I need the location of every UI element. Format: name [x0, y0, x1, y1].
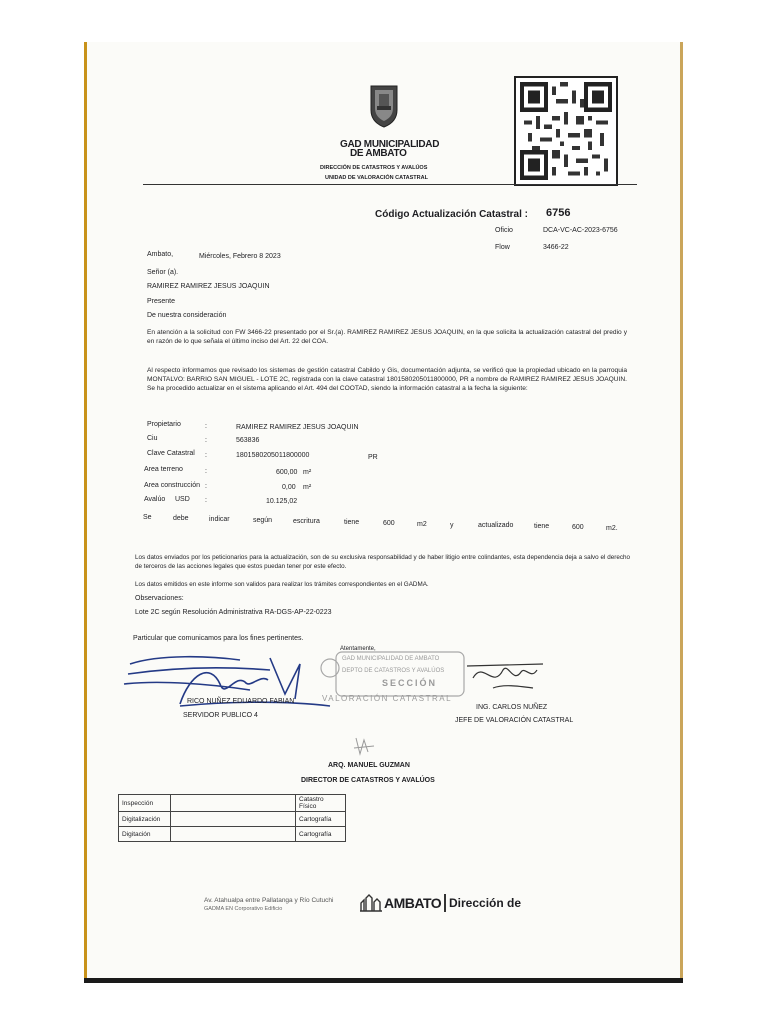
note-word: y [450, 522, 454, 529]
director-title: DIRECTOR DE CATASTROS Y AVALÚOS [301, 777, 435, 784]
recipient-name: RAMIREZ RAMIREZ JESUS JOAQUIN [147, 283, 270, 290]
paragraph-solicitud: En atención a la solicitud con FW 3466-22 presentado por el Sr.(a). RAMIREZ RAMIREZ JESUS JOAQUIN, en la que solicita la actualización catastral del predio y en razón de lo que señala el último inciso del Art. 22 del COA. [147, 329, 627, 345]
note-word: m2. [606, 525, 618, 532]
right-signature [463, 650, 548, 700]
disclaimer-responsibility: Los datos enviados por los peticionarios para la actualización, son de su exclusiva responsabilidad y de haber litigio entre colindantes, esta dependencia deja a salvo el derecho de terceros de las acciones legales que estos puedan tener por este efecto. [135, 554, 630, 570]
flow-value: 3466-22 [543, 244, 569, 251]
table-row [119, 827, 346, 842]
flow-label: Flow [495, 244, 510, 251]
terreno-value: 600,00 [276, 469, 298, 476]
director-initial-mark [350, 734, 380, 758]
note-word: 600 [572, 524, 584, 531]
stamp-left-cell: Inspección [119, 795, 171, 812]
page-edge-bottom [84, 978, 683, 983]
table-row [119, 812, 346, 827]
municipal-crest-logo [368, 84, 400, 128]
qr-code-pattern [520, 82, 612, 180]
terreno-label: Area terreno [144, 466, 183, 473]
footer-brand-divider [444, 894, 446, 912]
table-row [119, 795, 346, 812]
director-name: ARQ. MANUEL GUZMAN [328, 762, 410, 769]
department-line1: DIRECCIÓN DE CATASTROS Y AVALÚOS [320, 165, 428, 171]
footer-brand-name: AMBATO [384, 895, 442, 911]
construccion-label: Area construcción [144, 482, 201, 489]
atentamente: Atentamente, [340, 646, 376, 652]
note-word: indicar [209, 516, 230, 523]
note-word: Se [143, 514, 152, 521]
clave-label: Clave Catastral [147, 450, 195, 457]
stamp-left-cell: Digitalización [119, 812, 171, 827]
page-edge-left [84, 42, 87, 982]
note-word: actualizado [478, 522, 514, 529]
seal-line3: SECCIÓN [382, 678, 438, 688]
stamp-right-cell: Catastro Físico [296, 795, 346, 812]
observaciones-value: Lote 2C según Resolución Administrativa RA-DGS-AP-22-0223 [135, 609, 332, 616]
note-word: escritura [293, 518, 320, 525]
right-signer-name: ING. CARLOS NUÑEZ [476, 704, 548, 711]
propietario-value: RAMIREZ RAMIREZ JESUS JOAQUIN [236, 424, 359, 431]
construccion-value: 0,00 [282, 484, 296, 491]
footer-brand-sub: Dirección de [449, 896, 522, 910]
closing-line: Particular que comunicamos para los fines pertinentes. [133, 635, 304, 642]
qr-code [514, 76, 618, 186]
left-signer-title: SERVIDOR PUBLICO 4 [183, 712, 258, 719]
avaluo-label: Avalúo [144, 496, 166, 503]
note-word: tiene [344, 519, 360, 526]
stamp-right-cell: Cartografía [296, 827, 346, 842]
salutation-senor: Señor (a). [147, 269, 179, 276]
note-word: tiene [534, 523, 550, 530]
org-name-line2: DE AMBATO [350, 148, 407, 159]
construccion-unit: m² [303, 484, 312, 491]
date-value: Miércoles, Febrero 8 2023 [199, 253, 281, 260]
colon: : [205, 497, 207, 504]
department-line2: UNIDAD DE VALORACIÓN CATASTRAL [325, 175, 428, 181]
colon: : [205, 423, 207, 430]
processing-stamp-table [118, 794, 346, 842]
footer-address-line1: Av. Atahualpa entre Pallatanga y Río Cutuchi [204, 897, 334, 904]
clave-suffix: PR [368, 454, 378, 461]
note-word: según [253, 517, 273, 524]
stamp-blank-cell [171, 812, 296, 827]
right-signer-title: JEFE DE VALORACIÓN CATASTRAL [455, 717, 574, 724]
footer-address-line2: GADMA EN Corporativo Edificio [204, 906, 283, 912]
colon: : [205, 452, 207, 459]
city-skyline-icon [360, 894, 382, 912]
department-seal [318, 648, 468, 708]
note-word: 600 [383, 520, 395, 527]
disclaimer-validity: Los datos emitidos en este informe son validos para realizar los trámites correspondientes en el GADMA. [135, 581, 429, 588]
salutation-presente: Presente [147, 298, 176, 305]
stamp-left-cell: Digitación [119, 827, 171, 842]
propietario-label: Propietario [147, 421, 181, 428]
colon: : [205, 483, 207, 490]
stamp-right-cell: Cartografía [296, 812, 346, 827]
colon: : [205, 468, 207, 475]
date-city: Ambato, [147, 251, 174, 258]
clave-value: 1801580205011800000 [236, 452, 310, 459]
colon: : [205, 437, 207, 444]
observaciones-label: Observaciones: [135, 595, 184, 602]
oficio-label: Oficio [495, 227, 513, 234]
paragraph-informe: Al respecto informamos que revisado los sistemas de gestión catastral Cabildo y Gis, documentación adjunta, se verificó que la propiedad ubicado en la parroquia MONTALVO: BARRIO SAN MIGUEL - LOTE 2C, registrada con la clave catastral 1801580205011800000, PR a nombre de RAMIREZ RAMIREZ JESUS JOAQUIN. Se ha procedido actualizar en el sistema aplicando el Art. 494 del COOTAD, siendo la información catastral a la fecha la siguiente: [147, 367, 627, 392]
codigo-label: Código Actualización Catastral : [375, 209, 528, 220]
seal-line1: GAD MUNICIPALIDAD DE AMBATO [342, 656, 440, 662]
codigo-value: 6756 [546, 207, 571, 219]
ciu-value: 563836 [236, 437, 260, 444]
note-word: debe [173, 515, 189, 522]
terreno-unit: m² [303, 469, 312, 476]
avaluo-currency: USD [175, 496, 190, 503]
ciu-label: Ciu [147, 435, 158, 442]
org-name-line1: GAD MUNICIPALIDAD [340, 139, 440, 150]
seal-line2: DEPTO DE CATASTROS Y AVALÚOS [342, 668, 445, 674]
oficio-value: DCA-VC-AC-2023-6756 [543, 227, 618, 234]
stamp-blank-cell [171, 795, 296, 812]
stamp-blank-cell [171, 827, 296, 842]
left-signer-name: RICO NUÑEZ EDUARDO FABIAN [187, 698, 295, 705]
header-divider [143, 184, 637, 185]
salutation-consideracion: De nuestra consideración [147, 312, 227, 319]
page-edge-right [680, 42, 683, 982]
note-word: m2 [417, 521, 427, 528]
seal-line4: VALORACIÓN CATASTRAL [322, 694, 453, 703]
avaluo-value: 10.125,02 [266, 498, 298, 505]
